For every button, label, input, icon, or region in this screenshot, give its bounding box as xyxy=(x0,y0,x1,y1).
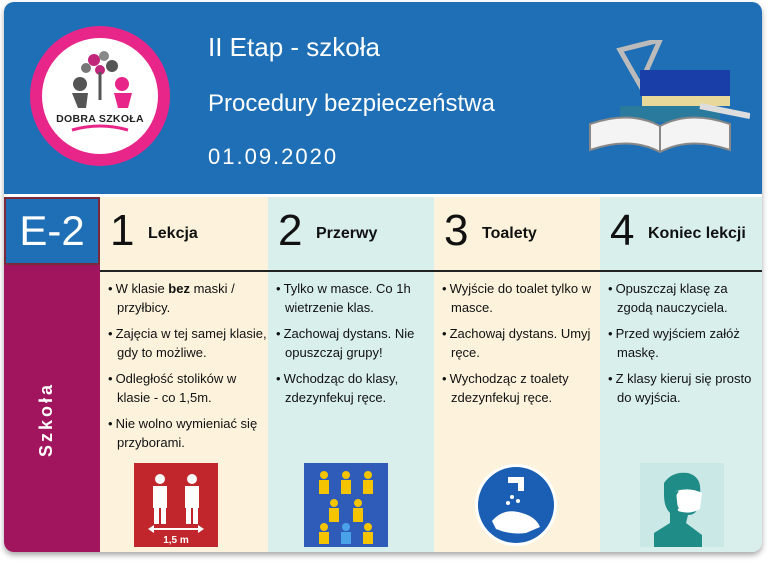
column-title: Przerwy xyxy=(316,225,378,242)
column-title: Lekcja xyxy=(148,225,198,242)
points-list xyxy=(442,279,600,414)
column-number: 3 xyxy=(444,206,469,255)
column-number: 1 xyxy=(110,206,135,255)
face-mask-icon xyxy=(640,463,724,547)
list-item: • Wychodząc z toalety zdezynfekuj ręce. xyxy=(442,369,600,407)
column-lekcja xyxy=(100,197,268,552)
distance-sign-text: 1,5 m xyxy=(163,535,189,546)
side-label: Szkoła xyxy=(36,381,56,457)
column-przerwy xyxy=(268,197,434,552)
page-date: 01.09.2020 xyxy=(208,144,339,169)
column-title: Koniec lekcji xyxy=(648,225,746,242)
list-item: • Nie wolno wymieniać się przyborami. xyxy=(108,414,268,452)
column-koniec-lekcji xyxy=(600,197,762,552)
list-item: • Z klasy kieruj się prosto do wyjścia. xyxy=(608,369,762,407)
list-item: • Tylko w masce. Co 1h wietrzenie klas. xyxy=(276,279,434,317)
list-item: • Zajęcia w tej samej klasie, gdy to możliwe. xyxy=(108,324,268,362)
logo-figures-icon xyxy=(42,38,158,154)
column-number: 4 xyxy=(610,206,635,255)
list-item: • Opuszczaj klasę za zgodą nauczyciela. xyxy=(608,279,762,317)
hand-wash-icon xyxy=(474,463,558,547)
points-list xyxy=(276,279,434,414)
list-item: • Zachowaj dystans. Nie opuszczaj grupy! xyxy=(276,324,434,362)
page-title: II Etap - szkoła xyxy=(208,32,380,62)
group-people-icon xyxy=(304,463,388,547)
school-logo xyxy=(30,26,170,166)
header-divider xyxy=(100,270,762,272)
page-subtitle: Procedury bezpieczeństwa xyxy=(208,90,495,117)
section-code: E-2 xyxy=(4,197,100,265)
side-panel xyxy=(4,197,100,552)
column-toalety xyxy=(434,197,600,552)
info-sheet xyxy=(4,2,762,552)
header xyxy=(4,2,762,194)
column-title: Toalety xyxy=(482,225,537,242)
points-list xyxy=(108,279,268,459)
list-item: • Wyjście do toalet tylko w masce. xyxy=(442,279,600,317)
logo-text: DOBRA SZKOŁA xyxy=(56,113,144,125)
list-item: • Zachowaj dystans. Umyj ręce. xyxy=(442,324,600,362)
list-item: • Odległość stolików w klasie - co 1,5m. xyxy=(108,369,268,407)
column-number: 2 xyxy=(278,206,303,255)
list-item: • Wchodząc do klasy, zdezynfekuj ręce. xyxy=(276,369,434,407)
list-item: • Przed wyjściem załóż maskę. xyxy=(608,324,762,362)
distance-sign-icon xyxy=(134,463,218,547)
list-item: • W klasie bez maski / przyłbicy. xyxy=(108,279,268,317)
points-list xyxy=(608,279,762,414)
books-icon xyxy=(580,40,750,160)
